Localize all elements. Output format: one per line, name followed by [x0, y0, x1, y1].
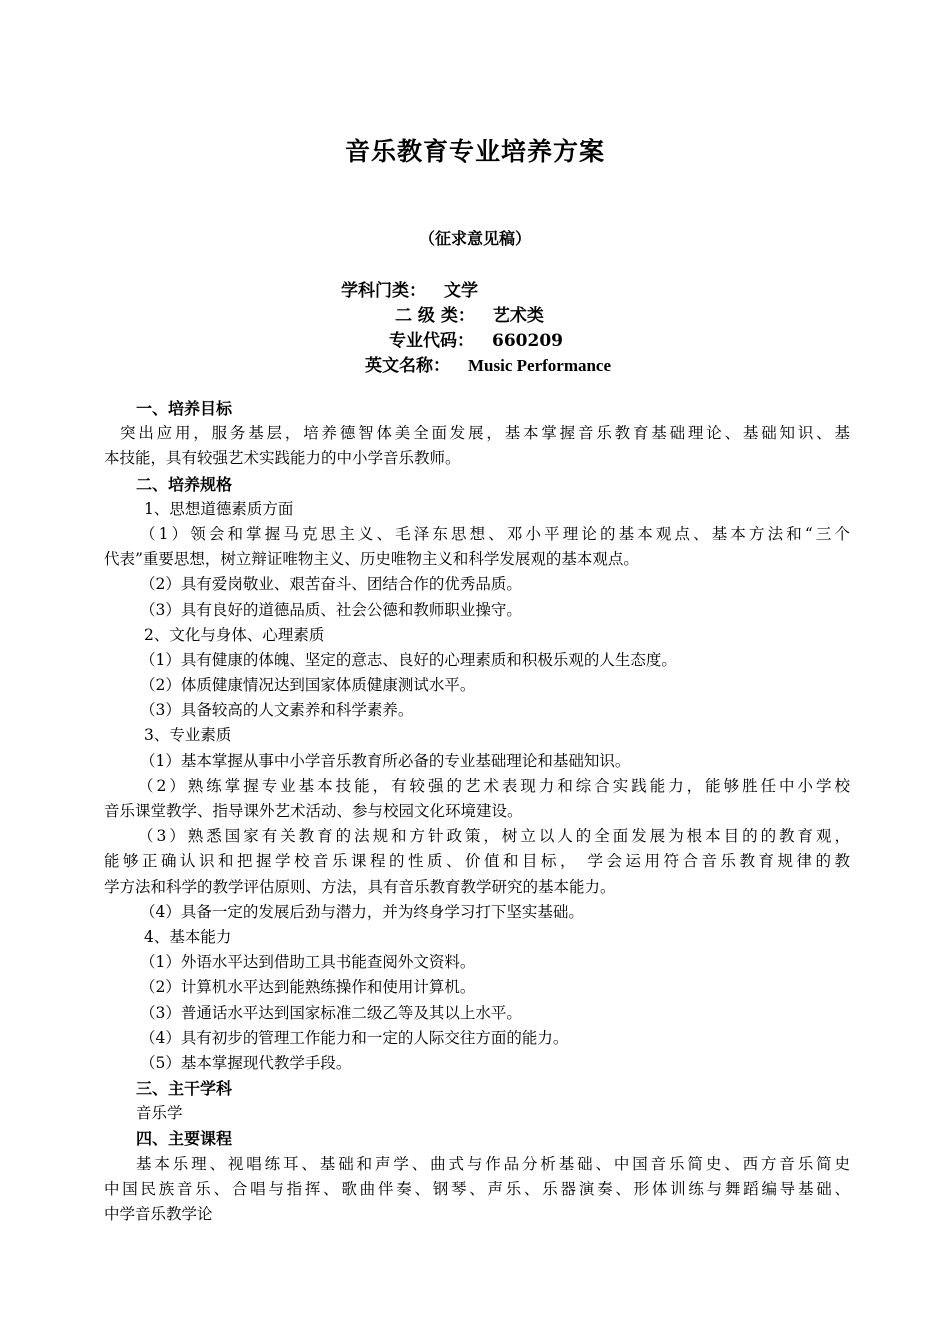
meta-level2 — [395, 301, 544, 326]
list-item: （1）基本掌握从事中小学音乐教育所必备的专业基础理论和基础知识。 — [140, 751, 631, 770]
meta-code-value: 660209 — [492, 331, 563, 351]
subsection-title: 4、基本能力 — [144, 927, 232, 946]
meta-code — [389, 326, 563, 351]
meta-code-label: 专业代码： — [389, 331, 474, 351]
meta-category-label: 学科门类： — [341, 281, 426, 301]
list-item: 学方法和科学的教学评估原则、方法，具有音乐教育教学研究的基本能力。 — [104, 877, 616, 896]
list-item: （3）熟悉国家有关教育的法规和方针政策，树立以人的全面发展为根本目的的教育观， — [138, 827, 850, 846]
list-item: （2）熟练掌握专业基本技能，有较强的艺术表现力和综合实践能力，能够胜任中小学校 — [138, 776, 850, 795]
section-heading: 四、主要课程 — [136, 1129, 233, 1149]
meta-level2-label: 二 级 类： — [395, 306, 475, 326]
paragraph-line: 中学音乐教学论 — [104, 1205, 213, 1223]
list-item: （2）具有爱岗敬业、艰苦奋斗、团结合作的优秀品质。 — [140, 575, 522, 594]
section-heading: 三、主干学科 — [136, 1079, 233, 1099]
meta-category — [341, 276, 478, 301]
list-item: （2）体质健康情况达到国家体质健康测试水平。 — [140, 676, 476, 695]
document-subtitle: （征求意见稿） — [418, 229, 531, 248]
subsection-title: 1、思想道德素质方面 — [144, 499, 294, 518]
subsection-title: 3、专业素质 — [144, 726, 232, 745]
meta-level2-value: 艺术类 — [492, 306, 544, 326]
list-item: （5）基本掌握现代教学手段。 — [140, 1053, 352, 1072]
section-heading: 一、培养目标 — [136, 399, 233, 418]
meta-english-name — [365, 351, 611, 376]
list-item: （3）具备较高的人文素养和科学素养。 — [140, 701, 414, 720]
document-title: 音乐教育专业培养方案 — [344, 137, 605, 166]
list-item: （1）领会和掌握马克思主义、毛泽东思想、邓小平理论的基本观点、基本方法和“三个 — [140, 524, 850, 543]
list-item: （3）具有良好的道德品质、社会公德和教师职业操守。 — [140, 600, 522, 619]
list-item: （1）具有健康的体魄、坚定的意志、良好的心理素质和积极乐观的人生态度。 — [140, 650, 677, 669]
meta-english-value: Music Performance — [468, 356, 612, 375]
list-item: （3）普通话水平达到国家标准二级乙等及其以上水平。 — [140, 1003, 522, 1022]
paragraph-line: 本技能，具有较强艺术实践能力的中小学音乐教师。 — [104, 449, 461, 468]
section-heading: 二、培养规格 — [136, 474, 233, 494]
subsection-title: 2、文化与身体、心理素质 — [144, 625, 325, 644]
paragraph-line: 突出应用，服务基层，培养德智体美全面发展，基本掌握音乐教育基础理论、基础知识、基 — [120, 424, 850, 443]
paragraph-line: 基本乐理、视唱练耳、基础和声学、曲式与作品分析基础、中国音乐简史、西方音乐简史 — [136, 1154, 850, 1173]
list-item: 代表”重要思想，树立辩证唯物主义、历史唯物主义和科学发展观的基本观点。 — [104, 550, 639, 569]
document-body — [104, 396, 850, 1227]
list-item: （4）具有初步的管理工作能力和一定的人际交往方面的能力。 — [140, 1028, 569, 1047]
list-item: （1）外语水平达到借助工具书能查阅外文资料。 — [140, 953, 476, 972]
list-item: （4）具备一定的发展后劲与潜力，并为终身学习打下坚实基础。 — [140, 902, 584, 921]
meta-english-label: 英文名称： — [365, 356, 450, 376]
list-item: 音乐课堂教学、指导课外艺术活动、参与校园文化环境建设。 — [104, 802, 523, 820]
list-item: （2）计算机水平达到能熟练操作和使用计算机。 — [140, 978, 476, 997]
meta-category-value: 文学 — [444, 281, 478, 301]
list-item: 能够正确认识和把握学校音乐课程的性质、价值和目标， 学会运用符合音乐教育规律的教 — [104, 852, 850, 871]
paragraph-line: 音乐学 — [136, 1104, 183, 1123]
paragraph-line: 中国民族音乐、合唱与指挥、歌曲伴奏、钢琴、声乐、乐器演奏、形体训练与舞蹈编导基础、 — [104, 1179, 850, 1198]
